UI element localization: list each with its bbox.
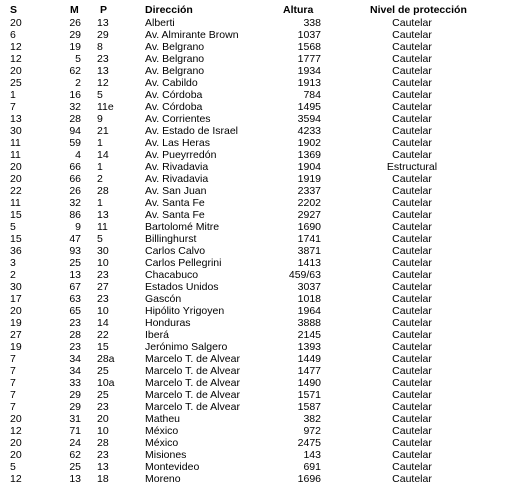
cell-s: 5 [10,461,16,473]
cell-s: 12 [10,41,22,53]
table-row [0,17,520,29]
cell-s: 7 [10,101,16,113]
cell-nivel: Cautelar [392,53,432,65]
cell-altura: 3888 [297,317,321,329]
cell-altura: 972 [303,425,321,437]
cell-s: 15 [10,209,22,221]
table-row [0,149,520,161]
cell-m: 67 [69,281,81,293]
cell-direccion: Chacabuco [145,269,199,281]
cell-altura: 3871 [297,245,321,257]
cell-m: 19 [69,41,81,53]
header-m: M [70,4,79,16]
cell-m: 62 [69,449,81,461]
cell-s: 20 [10,65,22,77]
header-s: S [10,4,18,16]
cell-nivel: Cautelar [392,281,432,293]
cell-s: 20 [10,305,22,317]
cell-m: 66 [69,173,81,185]
cell-altura: 1587 [297,401,321,413]
cell-nivel: Estructural [386,161,438,173]
table-row [0,341,520,353]
cell-s: 12 [10,53,22,65]
cell-m: 13 [69,269,81,281]
cell-m: 59 [69,137,81,149]
table-row [0,449,520,461]
cell-direccion: Av. San Juan [145,185,207,197]
cell-nivel: Cautelar [392,413,432,425]
cell-m: 63 [69,293,81,305]
cell-m: 86 [69,209,81,221]
cell-nivel: Cautelar [392,173,432,185]
cell-p: 13 [97,65,109,77]
cell-m: 5 [75,53,81,65]
cell-m: 71 [69,425,81,437]
cell-nivel: Cautelar [392,437,432,449]
cell-altura: 2337 [297,185,321,197]
cell-p: 20 [97,413,109,425]
cell-m: 25 [69,257,81,269]
table-row [0,473,520,485]
cell-s: 6 [10,29,16,41]
cell-direccion: Av. Las Heras [145,137,210,149]
cell-nivel: Cautelar [392,329,432,341]
cell-direccion: Marcelo T. de Alvear [145,353,240,365]
cell-nivel: Cautelar [392,449,432,461]
cell-direccion: Marcelo T. de Alvear [145,401,240,413]
cell-direccion: Av. Almirante Brown [145,29,239,41]
cell-altura: 2145 [297,329,321,341]
cell-m: 23 [69,317,81,329]
cell-p: 23 [97,53,109,65]
cell-m: 26 [69,17,81,29]
cell-m: 2 [75,77,81,89]
cell-m: 93 [69,245,81,257]
cell-nivel: Cautelar [392,305,432,317]
cell-direccion: Hipólito Yrigoyen [145,305,225,317]
cell-s: 22 [10,185,22,197]
cell-p: 18 [97,473,109,485]
table-row [0,389,520,401]
cell-nivel: Cautelar [392,221,432,233]
cell-altura: 1369 [297,149,321,161]
cell-direccion: Marcelo T. de Alvear [145,365,240,377]
cell-s: 17 [10,293,22,305]
cell-nivel: Cautelar [392,341,432,353]
cell-nivel: Cautelar [392,113,432,125]
cell-p: 27 [97,281,109,293]
cell-p: 8 [97,41,103,53]
cell-m: 47 [69,233,81,245]
cell-p: 23 [97,449,109,461]
table-row [0,209,520,221]
cell-altura: 1919 [297,173,321,185]
cell-s: 20 [10,413,22,425]
header-nivel: Nivel de protección [370,4,467,16]
cell-altura: 1964 [297,305,321,317]
table-row [0,461,520,473]
cell-altura: 2202 [297,197,321,209]
table-row [0,269,520,281]
cell-p: 10 [97,257,109,269]
cell-s: 30 [10,281,22,293]
cell-p: 10a [97,377,115,389]
cell-direccion: Marcelo T. de Alvear [145,389,240,401]
table-row [0,329,520,341]
cell-s: 7 [10,401,16,413]
cell-m: 4 [75,149,81,161]
cell-s: 11 [10,197,21,209]
cell-nivel: Cautelar [392,197,432,209]
cell-p: 23 [97,293,109,305]
cell-p: 22 [97,329,109,341]
cell-m: 94 [69,125,81,137]
table-row [0,425,520,437]
cell-nivel: Cautelar [392,389,432,401]
cell-m: 34 [69,353,81,365]
cell-nivel: Cautelar [392,29,432,41]
cell-m: 29 [69,29,81,41]
cell-s: 27 [10,329,22,341]
cell-p: 10 [97,425,109,437]
cell-direccion: Av. Rivadavia [145,173,209,185]
table-row [0,137,520,149]
cell-direccion: Matheu [145,413,181,425]
cell-p: 14 [97,149,109,161]
cell-m: 16 [69,89,81,101]
cell-direccion: Gascón [145,293,182,305]
table-row [0,161,520,173]
cell-nivel: Cautelar [392,269,432,281]
table-row [0,29,520,41]
cell-altura: 1913 [297,77,321,89]
cell-direccion: Bartolomé Mitre [145,221,220,233]
cell-nivel: Cautelar [392,89,432,101]
cell-direccion: Av. Rivadavia [145,161,209,173]
cell-m: 29 [69,401,81,413]
table-row [0,437,520,449]
cell-direccion: Av. Cabildo [145,77,198,89]
cell-nivel: Cautelar [392,293,432,305]
cell-direccion: Montevideo [145,461,200,473]
cell-p: 10 [97,305,109,317]
cell-s: 7 [10,365,16,377]
table-row [0,293,520,305]
cell-altura: 338 [303,17,321,29]
cell-altura: 1449 [297,353,321,365]
cell-m: 13 [69,473,81,485]
table-row [0,365,520,377]
cell-nivel: Cautelar [392,149,432,161]
cell-m: 34 [69,365,81,377]
cell-nivel: Cautelar [392,77,432,89]
cell-nivel: Cautelar [392,185,432,197]
table-row [0,125,520,137]
cell-nivel: Cautelar [392,257,432,269]
cell-direccion: Jerónimo Salgero [145,341,228,353]
cell-altura: 1037 [297,29,321,41]
cell-direccion: México [145,425,179,437]
cell-m: 29 [69,389,81,401]
cell-altura: 1477 [297,365,321,377]
cell-direccion: México [145,437,179,449]
cell-s: 36 [10,245,22,257]
cell-m: 28 [69,113,81,125]
cell-p: 13 [97,209,109,221]
cell-s: 12 [10,473,22,485]
cell-p: 14 [97,317,109,329]
cell-nivel: Cautelar [392,209,432,221]
cell-m: 65 [69,305,81,317]
cell-nivel: Cautelar [392,233,432,245]
cell-p: 29 [97,29,109,41]
cell-altura: 1393 [297,341,321,353]
cell-s: 3 [10,257,16,269]
cell-direccion: Misiones [145,449,187,461]
cell-altura: 1571 [297,389,321,401]
table-row [0,281,520,293]
table-row [0,173,520,185]
cell-altura: 1741 [297,233,321,245]
cell-p: 15 [97,341,109,353]
cell-s: 11 [10,137,21,149]
cell-m: 32 [69,197,81,209]
cell-s: 2 [10,269,16,281]
table-row [0,245,520,257]
cell-altura: 459/63 [288,269,321,281]
cell-p: 1 [97,197,103,209]
cell-m: 31 [69,413,81,425]
cell-m: 32 [69,101,81,113]
cell-nivel: Cautelar [392,461,432,473]
table-row [0,101,520,113]
table-row [0,257,520,269]
cell-m: 66 [69,161,81,173]
cell-p: 25 [97,389,109,401]
cell-direccion: Iberá [145,329,169,341]
table-row [0,317,520,329]
cell-s: 5 [10,221,16,233]
cell-s: 1 [10,89,16,101]
cell-m: 33 [69,377,81,389]
cell-p: 2 [97,173,103,185]
cell-nivel: Cautelar [392,401,432,413]
cell-direccion: Moreno [145,473,181,485]
cell-altura: 3594 [297,113,321,125]
cell-direccion: Av. Santa Fe [145,209,205,221]
cell-s: 11 [10,149,21,161]
cell-nivel: Cautelar [392,377,432,389]
cell-direccion: Av. Santa Fe [145,197,205,209]
table-row [0,413,520,425]
cell-s: 20 [10,449,22,461]
cell-m: 9 [75,221,81,233]
cell-s: 20 [10,161,22,173]
cell-p: 30 [97,245,109,257]
table-row [0,305,520,317]
cell-direccion: Av. Belgrano [145,65,205,77]
table-row [0,113,520,125]
cell-altura: 1904 [297,161,321,173]
cell-nivel: Cautelar [392,473,432,485]
cell-altura: 2927 [297,209,321,221]
cell-nivel: Cautelar [392,125,432,137]
cell-altura: 1018 [297,293,321,305]
cell-m: 23 [69,341,81,353]
cell-altura: 1777 [297,53,321,65]
cell-m: 24 [69,437,81,449]
cell-direccion: Av. Córdoba [145,101,203,113]
table-row [0,185,520,197]
cell-p: 5 [97,89,103,101]
cell-p: 13 [97,17,109,29]
cell-direccion: Honduras [145,317,191,329]
cell-altura: 784 [303,89,321,101]
cell-s: 7 [10,353,16,365]
cell-altura: 382 [303,413,321,425]
cell-nivel: Cautelar [392,41,432,53]
cell-s: 25 [10,77,22,89]
cell-p: 28 [97,437,109,449]
cell-p: 5 [97,233,103,245]
cell-p: 28a [97,353,115,365]
cell-s: 20 [10,17,22,29]
cell-p: 9 [97,113,103,125]
cell-s: 20 [10,173,22,185]
table-header [0,4,520,16]
cell-direccion: Alberti [145,17,175,29]
cell-p: 23 [97,269,109,281]
cell-nivel: Cautelar [392,245,432,257]
cell-s: 19 [10,341,22,353]
cell-direccion: Av. Belgrano [145,41,205,53]
cell-s: 30 [10,125,22,137]
table-row [0,89,520,101]
table-row [0,353,520,365]
cell-nivel: Cautelar [392,317,432,329]
cell-p: 1 [97,161,103,173]
cell-s: 7 [10,377,16,389]
table-row [0,401,520,413]
cell-m: 25 [69,461,81,473]
table-row [0,41,520,53]
cell-altura: 143 [303,449,321,461]
cell-nivel: Cautelar [392,65,432,77]
cell-direccion: Av. Pueyrredón [145,149,217,161]
cell-nivel: Cautelar [392,365,432,377]
cell-nivel: Cautelar [392,353,432,365]
cell-altura: 1902 [297,137,321,149]
table-row [0,221,520,233]
cell-s: 19 [10,317,22,329]
cell-altura: 1696 [297,473,321,485]
cell-altura: 1490 [297,377,321,389]
cell-p: 11e [97,101,114,113]
cell-m: 26 [69,185,81,197]
cell-m: 62 [69,65,81,77]
cell-nivel: Cautelar [392,101,432,113]
table-row [0,77,520,89]
cell-s: 7 [10,389,16,401]
cell-direccion: Estados Unidos [145,281,219,293]
cell-direccion: Carlos Calvo [145,245,206,257]
cell-direccion: Av. Corrientes [145,113,211,125]
cell-direccion: Av. Estado de Israel [145,125,238,137]
cell-altura: 1495 [297,101,321,113]
cell-altura: 1690 [297,221,321,233]
cell-altura: 1568 [297,41,321,53]
cell-p: 25 [97,365,109,377]
cell-nivel: Cautelar [392,17,432,29]
cell-p: 13 [97,461,109,473]
cell-direccion: Billinghurst [145,233,197,245]
cell-altura: 1413 [297,257,321,269]
cell-direccion: Marcelo T. de Alvear [145,377,240,389]
cell-altura: 4233 [297,125,321,137]
cell-altura: 2475 [297,437,321,449]
cell-m: 28 [69,329,81,341]
cell-p: 23 [97,401,109,413]
cell-p: 1 [97,137,103,149]
cell-altura: 1934 [297,65,321,77]
header-altura: Altura [283,4,314,16]
cell-p: 21 [97,125,109,137]
header-direccion: Dirección [145,4,193,16]
table-row [0,377,520,389]
cell-s: 13 [10,113,22,125]
table-row [0,53,520,65]
table-row [0,197,520,209]
cell-nivel: Cautelar [392,425,432,437]
cell-altura: 691 [303,461,321,473]
cell-altura: 3037 [297,281,321,293]
cell-p: 11 [97,221,108,233]
header-p: P [100,4,108,16]
cell-s: 12 [10,425,22,437]
cell-direccion: Carlos Pellegrini [145,257,222,269]
table-row [0,65,520,77]
table-row [0,233,520,245]
cell-p: 28 [97,185,109,197]
cell-s: 20 [10,437,22,449]
cell-direccion: Av. Belgrano [145,53,205,65]
cell-direccion: Av. Córdoba [145,89,203,101]
cell-p: 12 [97,77,109,89]
cell-nivel: Cautelar [392,137,432,149]
cell-s: 15 [10,233,22,245]
